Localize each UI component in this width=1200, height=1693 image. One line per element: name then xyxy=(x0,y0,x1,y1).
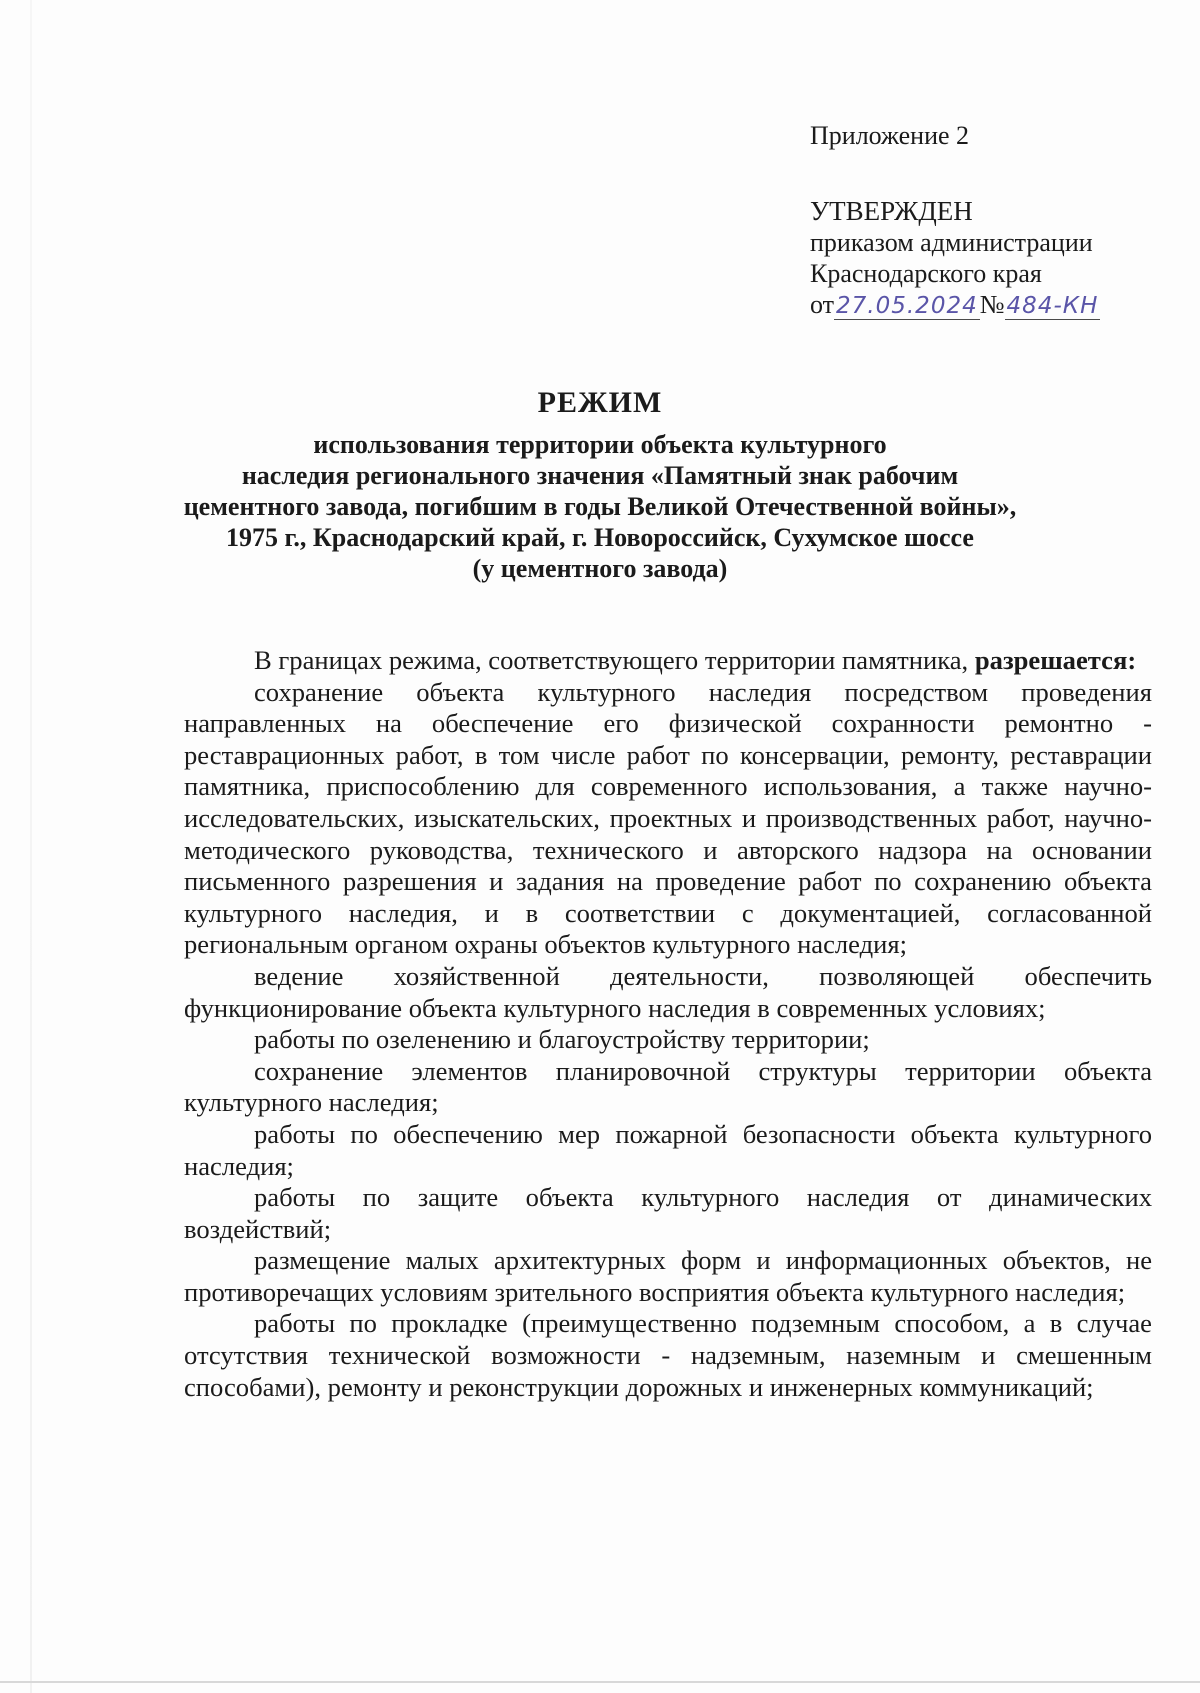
title-line: (у цементного завода) xyxy=(472,554,728,583)
approval-line-2: Краснодарского края xyxy=(810,259,1042,288)
approved-label: УТВЕРЖДЕН xyxy=(810,196,973,226)
intro-bold: разрешается xyxy=(974,645,1128,675)
approval-line-1: приказом администрации xyxy=(810,228,1093,257)
list-item: работы по озеленению и благоустройству территории; xyxy=(254,1024,870,1055)
title-line: использования территории объекта культурного xyxy=(313,430,887,459)
intro-text: В границах режима, соответствующего территории памятника, xyxy=(254,645,975,675)
handwritten-number: 484-КН xyxy=(1006,293,1099,319)
title-line: наследия регионального значения «Памятный знак рабочим xyxy=(241,461,959,490)
list-item: сохранение объекта культурного наследия посредством проведения направленных на обеспечение его физической сохранности ремонтно - реставрационных работ, в том числе работ по консервации, ремонту, реставрации памятника, приспособлению для современного использования, а также научно-исследовательских, изыскательских, проектных и производственных работ, научно-методического руководства, технического и авторского надзора на основании письменного разрешения и задания на проведение работ по сохранению объекта культурного наследия, и в соответствии с документацией, согласованной региональным органом охраны объектов культурного наследия; xyxy=(184,676,1152,960)
title-line: цементного завода, погибшим в годы Великой Отечественной войны», xyxy=(183,492,1017,521)
list-item: работы по прокладке (преимущественно подземным способом, а в случае отсутствия технической возможности - надземным, наземным и смешенным способами), ремонту и реконструкции дорожных и инженерных коммуникаций; xyxy=(184,1308,1152,1402)
date-prefix: от xyxy=(810,290,835,319)
title-main: РЕЖИМ xyxy=(537,386,663,419)
page-bottom-edge xyxy=(0,1681,1200,1683)
appendix-label: Приложение 2 xyxy=(810,121,970,150)
list-item: работы по защите объекта культурного наследия от динамических воздействий; xyxy=(184,1182,1152,1244)
list-item: ведение хозяйственной деятельности, позволяющей обеспечить функционирование объекта культурного наследия в современных условиях; xyxy=(184,960,1152,1023)
order-date-number xyxy=(810,289,1170,322)
intro-colon: : xyxy=(1127,645,1137,675)
approval-block xyxy=(810,120,1170,322)
scan-edge xyxy=(30,0,32,1693)
intro-paragraph xyxy=(184,645,1152,677)
number-prefix: № xyxy=(979,290,1005,319)
list-item: сохранение элементов планировочной структуры территории объекта культурного наследия; xyxy=(184,1055,1152,1118)
title-line: 1975 г., Краснодарский край, г. Новороссийск, Сухумское шоссе xyxy=(226,523,974,552)
handwritten-date: 27.05.2024 xyxy=(836,293,978,319)
list-item: работы по обеспечению мер пожарной безопасности объекта культурного наследия; xyxy=(184,1118,1152,1181)
document-title xyxy=(150,385,1050,584)
document-body xyxy=(184,645,1152,1403)
list-item: размещение малых архитектурных форм и информационных объектов, не противоречащих условиям зрительного восприятия объекта культурного наследия; xyxy=(184,1245,1152,1307)
